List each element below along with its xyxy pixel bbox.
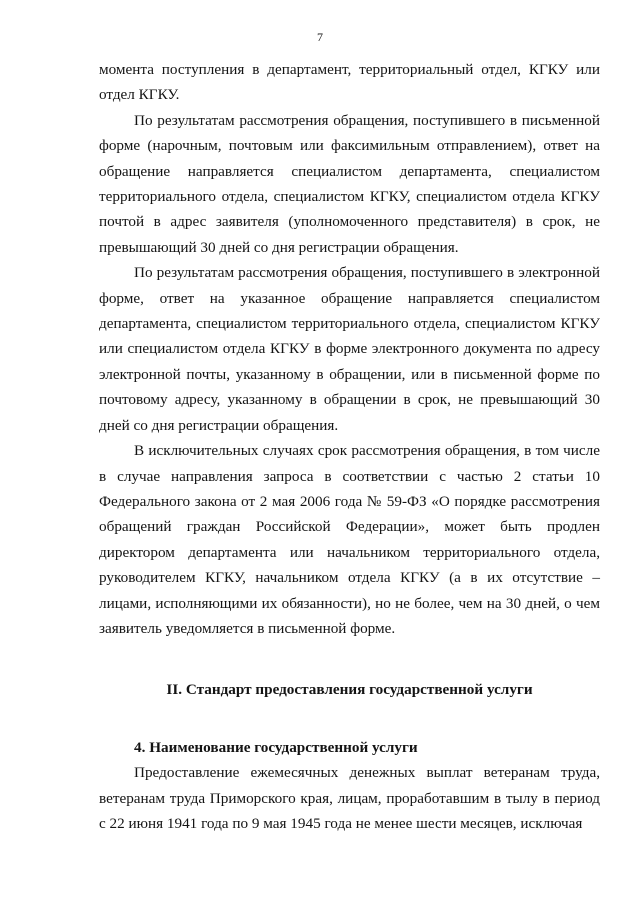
paragraph-exceptional-cases: В исключительных случаях срок рассмотрения обращения, в том числе в случае направления запроса в соответствии с частью 2 статьи 10 Федерального закона от 2 мая 2006 года № 59-ФЗ «О порядке рассмотрения обращений граждан Российской Федерации», может быть продлен директором департамента или начальником территориального отдела, руководителем КГКУ, начальником отдела КГКУ (а в их отсутствие – лицами, исполняющими их обязанности), но не более, чем на 30 дней, о чем заявитель уведомляется в письменной форме. [99,442,600,637]
page-number: 7 [317,30,323,44]
paragraph-service-name: Предоставление ежемесячных денежных выплат ветеранам труда, ветеранам труда Приморского края, лицам, проработавшим в тылу в период с 22 июня 1941 года по 9 мая 1945 года не менее шести месяцев, исключая [99,764,600,832]
paragraph-continuation: момента поступления в департамент, территориальный отдел, КГКУ или отдел КГКУ. [99,61,600,104]
section-heading: II. Стандарт предоставления государственной услуги [166,681,533,699]
document-body [99,57,600,836]
subsection-heading: 4. Наименование государственной услуги [134,738,418,756]
paragraph-electronic-response: По результатам рассмотрения обращения, поступившего в электронной форме, ответ на указанное обращение направляется специалистом департамента, специалистом территориального отдела, специалистом КГКУ или специалистом отдела КГКУ в форме электронного документа по адресу электронной почты, указанному в обращении, или в письменной форме по почтовому адресу, указанному в обращении в срок, не превышающий 30 дней со дня регистрации обращения. [99,264,600,434]
paragraph-written-response: По результатам рассмотрения обращения, поступившего в письменной форме (нарочным, почтовым или факсимильным отправлением), ответ на обращение направляется специалистом департамента, специалистом территориального отдела, специалистом КГКУ, специалистом отдела КГКУ почтой в адрес заявителя (уполномоченного представителя) в срок, не превышающий 30 дней со дня регистрации обращения. [99,111,600,256]
